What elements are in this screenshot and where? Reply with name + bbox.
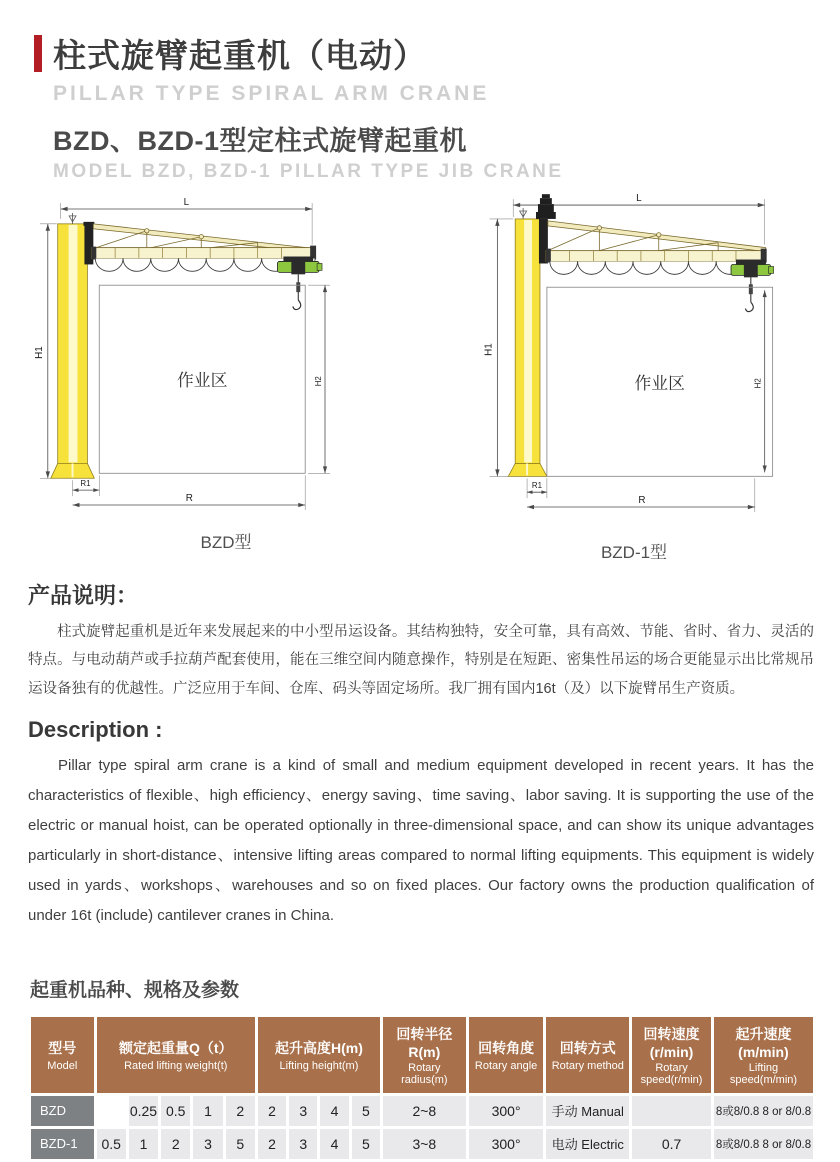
- model-cell: BZD-1: [31, 1129, 94, 1159]
- col-header-rated-weight: 额定起重量Q（t） Rated lifting weight(t): [97, 1017, 255, 1093]
- hoist: [277, 257, 322, 310]
- height-cell: 4: [320, 1096, 348, 1126]
- col-header-rotary-radius: 回转半径R(m) Rotary radius(m): [383, 1017, 466, 1093]
- height-cell: 3: [289, 1129, 317, 1159]
- radius-cell: 2~8: [383, 1096, 466, 1126]
- weight-cell: 2: [161, 1129, 190, 1159]
- weight-cell: 1: [193, 1096, 222, 1126]
- lifting-speed-cell: 8或8/0.8 8 or 8/0.8: [714, 1096, 813, 1126]
- desc-cn-heading: 产品说明：: [28, 583, 139, 608]
- dim-label-h2: H2: [314, 376, 324, 387]
- diagram-bzd1-drawing: [436, 191, 832, 531]
- height-cell: 2: [258, 1096, 286, 1126]
- col-header-rotary-method: 回转方式 Rotary method: [546, 1017, 629, 1093]
- model-title: BZD、BZD-1型定柱式旋臂起重机: [53, 126, 467, 156]
- model-cell: BZD: [31, 1096, 94, 1126]
- weight-cell: 0.5: [161, 1096, 190, 1126]
- diagram-bzd-drawing: [28, 191, 424, 521]
- col-header-lifting-speed: 起升速度(m/min) Lifting speed(m/min): [714, 1017, 813, 1093]
- diagram-section: [28, 191, 814, 563]
- work-area-label: 作业区: [634, 374, 685, 394]
- height-cell: 4: [320, 1129, 348, 1159]
- rotary-speed-cell: [632, 1096, 711, 1126]
- header: [28, 30, 814, 183]
- rotary-speed-cell: 0.7: [632, 1129, 711, 1159]
- dim-label-r: R: [185, 493, 193, 505]
- col-header-model: 型号 Model: [31, 1017, 94, 1093]
- dim-label-h2: H2: [753, 378, 763, 389]
- dim-label-r1: R1: [80, 479, 91, 489]
- angle-cell: 300°: [469, 1129, 544, 1159]
- hoist: [731, 260, 774, 312]
- method-cell: 电动 Electric: [546, 1129, 629, 1159]
- desc-en-body: Pillar type spiral arm crane is a kind of small and medium equipment developed in recent years. It has the characteristics of flexible、high efficiency、energy saving、time saving、labor saving. It is supporting the use of the electric or manual hoist, can be operated optionally in three-dimensional space, and can show its unique advantages particularly in short-distance、intensive lifting areas compared to normal lifting equipments. This equipment is widely used in yards、workshops、warehouses and so on fixed places. Our factory owns the production qualification of under 16t (include) cantilever cranes in China.: [28, 756, 814, 924]
- diagram-bzd1: [436, 191, 832, 563]
- table-row-bzd: [31, 1096, 813, 1126]
- dim-label-l: L: [636, 193, 642, 205]
- height-cell: 5: [352, 1129, 380, 1159]
- height-cell: 3: [289, 1096, 317, 1126]
- hook-icon: [745, 302, 753, 312]
- dim-label-r1: R1: [531, 481, 543, 491]
- work-area-label: 作业区: [176, 371, 228, 391]
- height-cell: 5: [352, 1096, 380, 1126]
- diagram-bzd-caption: BZD型: [200, 533, 252, 552]
- dim-label-h1: H1: [33, 346, 45, 359]
- jib-truss: [548, 221, 766, 252]
- spec-section: [28, 975, 814, 1162]
- angle-cell: 300°: [469, 1096, 544, 1126]
- description-section: [28, 579, 814, 931]
- lifting-speed-cell: 8或8/0.8 8 or 8/0.8: [714, 1129, 813, 1159]
- diagram-bzd: [28, 191, 424, 563]
- page-title-en: PILLAR TYPE SPIRAL ARM CRANE: [53, 82, 490, 105]
- spec-table: [28, 1014, 816, 1162]
- weight-cell: 2: [226, 1096, 255, 1126]
- dim-label-r: R: [638, 495, 646, 507]
- pivot-mark: [520, 208, 527, 219]
- height-cell: 2: [258, 1129, 286, 1159]
- weight-cell: 0.25: [129, 1096, 158, 1126]
- spec-table-title: 起重机品种、规格及参数: [30, 979, 240, 1001]
- diagram-bzd1-caption: BZD-1型: [600, 543, 668, 562]
- dim-label-l: L: [183, 197, 190, 209]
- desc-cn-body: 柱式旋臂起重机是近年来发展起来的中小型吊运设备。其结构独特，安全可靠，具有高效、节能、省时、省力、灵活的特点。与电动葫芦或手拉葫芦配套使用，能在三维空间内随意操作，特别是在短距、密集性吊运的场合更能显示出比常规吊运设备独有的优越性。广泛应用于车间、仓库、码头等固定场所。我厂拥有国内16t（及）以下旋臂吊生产资质。: [28, 624, 814, 697]
- model-title-en: MODEL BZD, BZD-1 PILLAR TYPE JIB CRANE: [53, 161, 564, 182]
- dim-label-h1: H1: [483, 343, 495, 356]
- desc-en-heading: Description :: [28, 716, 163, 742]
- weight-cell: 1: [129, 1129, 158, 1159]
- jib-beam: [91, 246, 316, 260]
- jib-beam: [546, 249, 767, 263]
- slew-motor: [536, 194, 556, 219]
- weight-cell: 0.5: [97, 1129, 126, 1159]
- weight-cell: 3: [193, 1129, 222, 1159]
- title-row: [34, 30, 814, 77]
- title-accent-bar: [34, 35, 42, 72]
- hook-icon: [293, 300, 301, 310]
- col-header-rotary-angle: 回转角度 Rotary angle: [469, 1017, 544, 1093]
- table-header-row: [31, 1017, 813, 1093]
- col-header-lifting-height: 起升高度H(m) Lifting height(m): [258, 1017, 380, 1093]
- weight-cell: 5: [226, 1129, 255, 1159]
- radius-cell: 3~8: [383, 1129, 466, 1159]
- method-cell: 手动 Manual: [546, 1096, 629, 1126]
- pivot-mark: [69, 213, 76, 224]
- col-header-rotary-speed: 回转速度(r/min) Rotary speed(r/min): [632, 1017, 711, 1093]
- weight-cell: [97, 1096, 126, 1126]
- table-row-bzd1: [31, 1129, 813, 1159]
- page-title: 柱式旋臂起重机（电动）: [53, 37, 427, 74]
